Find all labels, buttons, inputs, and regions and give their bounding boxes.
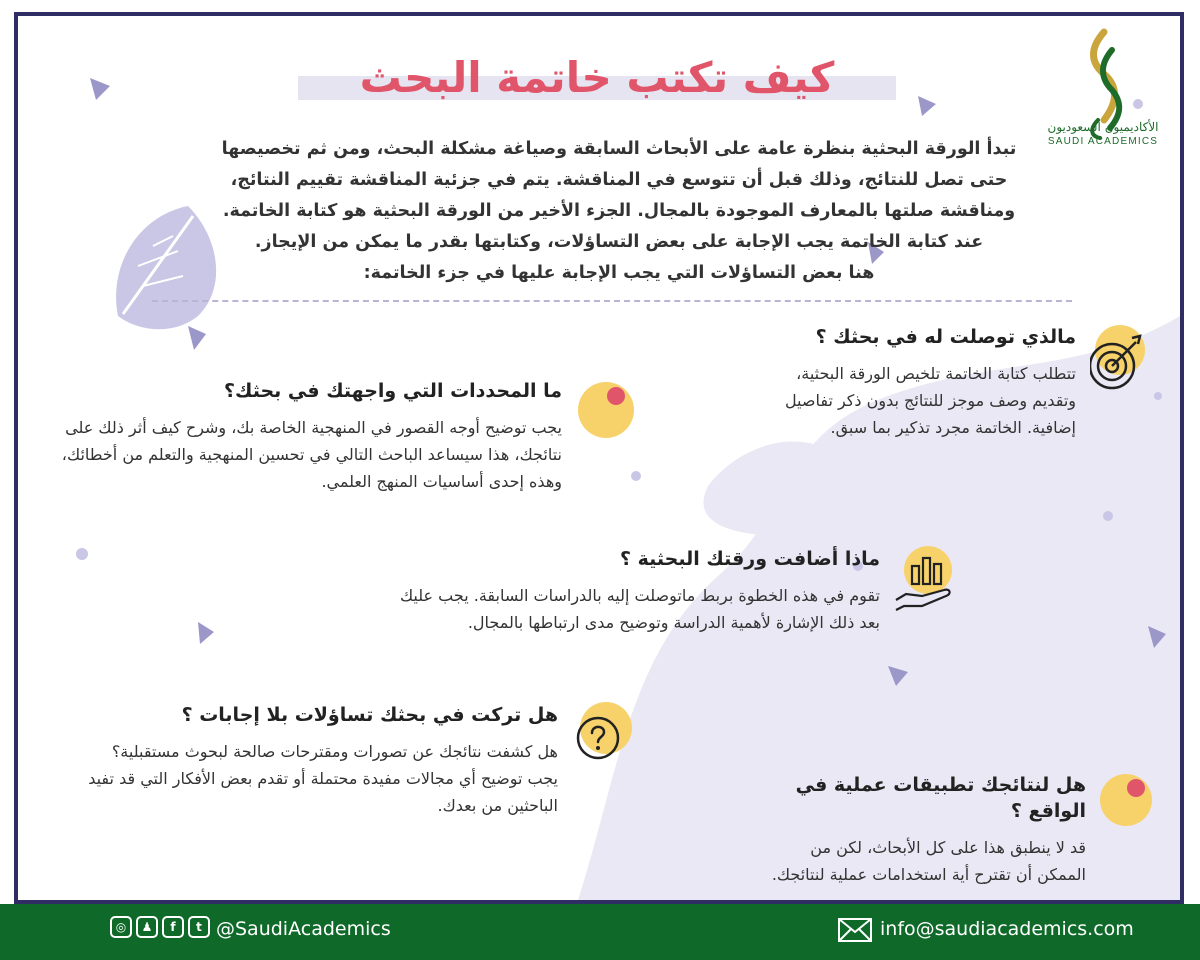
question-icon bbox=[570, 700, 634, 764]
section-question: ما المحددات التي واجهتك في بحثك؟ bbox=[224, 380, 562, 402]
section-findings bbox=[780, 324, 1076, 441]
section-answer: يجب توضيح أوجه القصور في المنهجية الخاصة بك، وشرح كيف أثر ذلك على نتائجك، هذا سيساعد الباحث التالي في تحسين المنهجية والتعلم من أخطائك، وهذه إحدى أساسيات المنهج العلمي. bbox=[61, 418, 562, 491]
page-title: كيف تكتب خاتمة البحث bbox=[359, 53, 835, 102]
section-applications bbox=[770, 772, 1086, 888]
intro-line: تبدأ الورقة البحثية بنظرة عامة على الأبحاث السابقة وصياغة مشكلة البحث، ومن ثم تخصيصها bbox=[221, 139, 1017, 159]
intro-line: حتى تصل للنتائج، وذلك قبل أن تتوسع في المناقشة. يتم في جزئية المناقشة تقييم النتائج، bbox=[230, 170, 1008, 190]
logo-arabic-name: الأكاديميون السعوديون bbox=[1047, 120, 1159, 134]
section-answer: تتطلب كتابة الخاتمة تلخيص الورقة البحثية، وتقديم وصف موجز للنتائج بدون ذكر تفاصيل إضافية. الخاتمة مجرد تذكير بما سبق. bbox=[784, 364, 1076, 437]
section-answer: تقوم في هذه الخطوة بربط ماتوصلت إليه بالدراسات السابقة. يجب عليك بعد ذلك الإشارة لأهمية الدراسة وتوضيح مدى ارتباطها بالمجال. bbox=[399, 586, 880, 632]
instagram-icon[interactable]: ◎ bbox=[110, 916, 132, 938]
section-question: هل تركت في بحثك تساؤلات بلا إجابات ؟ bbox=[181, 704, 558, 726]
intro-line: هنا بعض التساؤلات التي يجب الإجابة عليها في جزء الخاتمة: bbox=[363, 263, 875, 283]
social-handle[interactable]: @SaudiAcademics bbox=[216, 918, 391, 940]
section-answer: قد لا ينطبق هذا على كل الأبحاث، لكن من الممكن أن تقترح أية استخدامات عملية لنتائجك. bbox=[771, 838, 1086, 884]
intro-line: ومناقشة صلتها بالمعارف الموجودة بالمجال. الجزء الأخير من الورقة البحثية هو كتابة الخاتمة. bbox=[222, 201, 1016, 221]
section-answer: هل كشفت نتائجك عن تصورات ومقترحات صالحة لبحوث مستقبلية؟ يجب توضيح أي مجالات مفيدة محتملة أو تقدم بعض الأفكار التي قد تفيد الباحثين من بعدك. bbox=[88, 742, 558, 815]
chart-hand-icon bbox=[892, 544, 960, 616]
yellow-dot-icon bbox=[1098, 770, 1158, 830]
section-question: هل لنتائجك تطبيقات عملية في الواقع ؟ bbox=[795, 774, 1086, 822]
intro-line: عند كتابة الخاتمة يجب الإجابة على بعض التساؤلات، وكتابتها بقدر ما يمكن من الإيجاز. bbox=[254, 232, 984, 252]
section-open-questions bbox=[80, 702, 558, 819]
target-icon bbox=[1090, 322, 1154, 398]
facebook-icon[interactable]: f bbox=[162, 916, 184, 938]
section-question: مالذي توصلت له في بحثك ؟ bbox=[815, 326, 1076, 348]
logo-text bbox=[1040, 120, 1166, 147]
snapchat-icon[interactable]: ♟ bbox=[136, 916, 158, 938]
title-area bbox=[298, 50, 896, 106]
contact-email[interactable]: info@saudiacademics.com bbox=[880, 918, 1134, 940]
section-limitations bbox=[36, 378, 562, 495]
intro-text bbox=[210, 134, 1028, 289]
twitter-icon[interactable]: t bbox=[188, 916, 210, 938]
section-question: ماذا أضافت ورقتك البحثية ؟ bbox=[620, 548, 880, 570]
yellow-dot-icon bbox=[572, 378, 636, 440]
dashed-divider bbox=[152, 300, 1072, 302]
section-contribution bbox=[380, 546, 880, 636]
mail-icon bbox=[838, 918, 872, 942]
logo-english-name: SAUDI ACADEMICS bbox=[1047, 136, 1159, 147]
